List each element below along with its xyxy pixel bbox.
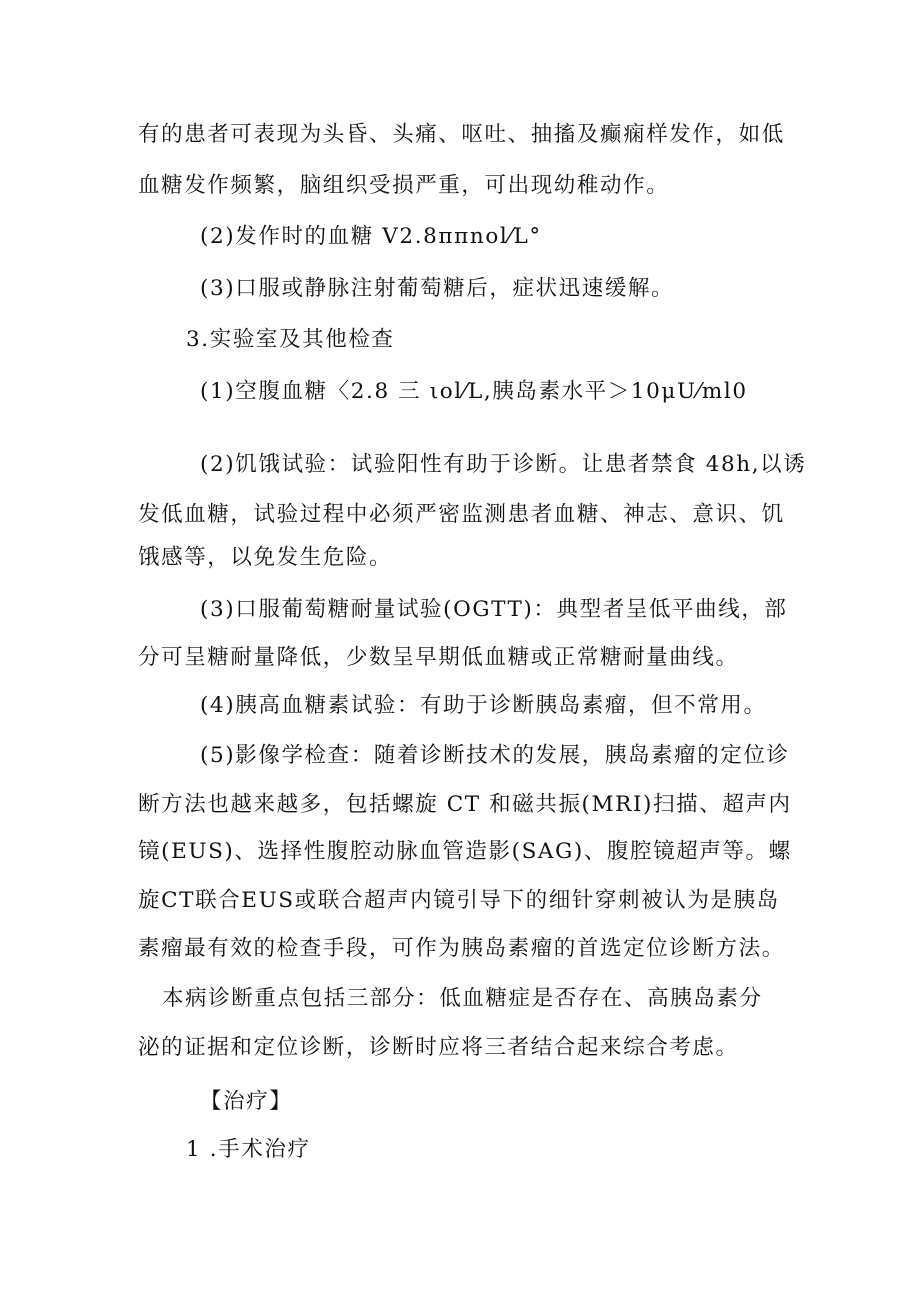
body-line: 饿感等，以免发生危险。 <box>138 545 393 570</box>
body-line: 泌的证据和定位诊断，诊断时应将三者结合起来综合考虑。 <box>138 1035 739 1060</box>
body-line: 有的患者可表现为头昏、头痛、呕吐、抽搐及癫痫样发作，如低 <box>138 122 785 147</box>
body-line: 镜(EUS)、选择性腹腔动脉血管造影(SAG)、腹腔镜超声等。螺 <box>138 839 792 864</box>
list-item: (2)发作时的血糖 V2.8ππnol⁄L° <box>200 224 542 249</box>
body-line: 旋CT联合EUS或联合超声内镜引导下的细针穿刺被认为是胰岛 <box>138 888 780 913</box>
section-heading: 1 .手术治疗 <box>186 1137 311 1162</box>
body-line: 血糖发作频繁，脑组织受损严重，可出现幼稚动作。 <box>138 173 670 198</box>
body-line: 断方法也越来越多，包括螺旋 CT 和磁共振(MRI)扫描、超声内 <box>138 792 792 817</box>
body-line: 分可呈糖耐量降低，少数呈早期低血糖或正常糖耐量曲线。 <box>138 645 739 670</box>
list-item: (2)饥饿试验：试验阳性有助于诊断。让患者禁食 48h,以诱 <box>200 452 807 477</box>
list-item: (3)口服或静脉注射葡萄糖后，症状迅速缓解。 <box>200 276 675 301</box>
body-line: 素瘤最有效的检查手段，可作为胰岛素瘤的首选定位诊断方法。 <box>138 936 785 961</box>
list-item: (1)空腹血糖〈2.8 三 ιol⁄L,胰岛素水平＞10μU⁄ml0 <box>200 379 748 404</box>
list-item: (5)影像学检查：随着诊断技术的发展，胰岛素瘤的定位诊 <box>200 743 790 768</box>
body-line: 本病诊断重点包括三部分：低血糖症是否存在、高胰岛素分 <box>162 986 763 1011</box>
body-line: 发低血糖，试验过程中必须严密监测患者血糖、神志、意识、饥 <box>138 502 785 527</box>
list-item: (3)口服葡萄糖耐量试验(OGTT)：典型者呈低平曲线，部 <box>200 597 788 622</box>
section-heading: 【治疗】 <box>200 1089 293 1114</box>
section-heading: 3.实验室及其他检查 <box>186 327 395 352</box>
list-item: (4)胰高血糖素试验：有助于诊断胰岛素瘤，但不常用。 <box>200 693 767 718</box>
